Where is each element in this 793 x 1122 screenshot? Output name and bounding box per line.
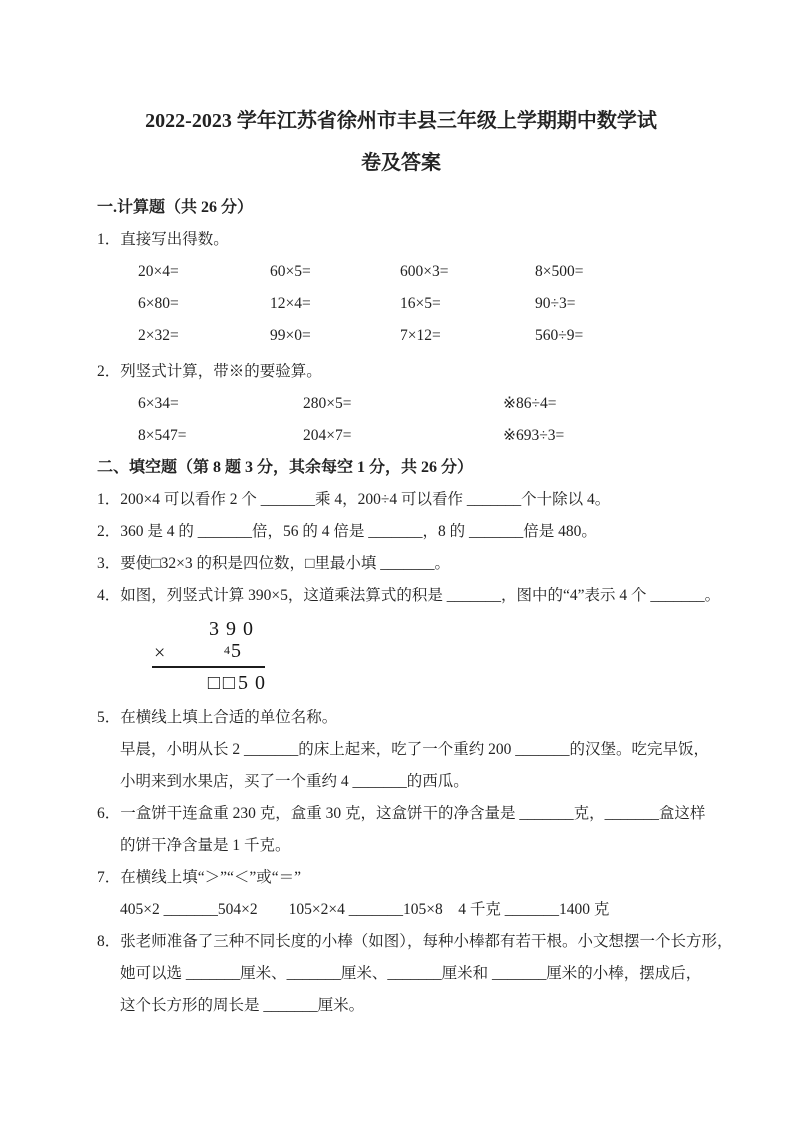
multiplier-value [224, 640, 265, 665]
fill-question-8-line-1: 8．张老师准备了三种不同长度的小棒（如图），每种小棒都有若干根。小文想摆一个长方形， [97, 933, 733, 950]
calc-expression: 204×7= [303, 427, 352, 444]
multiplication-figure [152, 616, 272, 696]
question-1-label: 1．直接写出得数。 [97, 231, 229, 248]
fill-question-5-line-2: 小明来到水果店，买了一个重约 4 _______的西瓜。 [120, 773, 469, 790]
calc-expression: 12×4= [270, 295, 311, 312]
calc-expression: 8×547= [138, 427, 187, 444]
multiplier-digit: 5 [231, 640, 241, 662]
section-1-heading: 一.计算题（共 26 分） [97, 199, 254, 216]
fill-question-6-line-1: 6．一盒饼干连盒重 230 克，盒重 30 克，这盒饼干的净含量是 _______克，_______盒这样 [97, 805, 706, 822]
calc-expression: 2×32= [138, 327, 179, 344]
title-line-2: 卷及答案 [361, 152, 441, 174]
calc-expression: ※693÷3= [503, 427, 565, 444]
fill-question-3: 3．要使□32×3 的积是四位数，□里最小填 _______。 [97, 555, 450, 572]
product-digits: 50 [238, 672, 272, 694]
calc-expression: 20×4= [138, 263, 179, 280]
document-title [97, 100, 705, 184]
fill-question-6-line-2: 的饼干净含量是 1 千克。 [120, 837, 291, 854]
calc-expression: 600×3= [400, 263, 449, 280]
fill-question-2: 2．360 是 4 的 _______倍，56 的 4 倍是 _______，8 的 _______倍是 480。 [97, 523, 597, 540]
title-line-1: 2022-2023 学年江苏省徐州市丰县三年级上学期期中数学试 [145, 110, 657, 132]
section-2-heading: 二、填空题（第 8 题 3 分，其余每空 1 分，共 26 分） [97, 459, 474, 476]
calc-expression: 6×34= [138, 395, 179, 412]
multiplicand-row [152, 616, 265, 642]
calc-expression: ※86÷4= [503, 395, 557, 412]
fill-question-7-label: 7．在横线上填“＞”“＜”或“＝” [97, 869, 302, 886]
carry-digit: 4 [224, 643, 230, 657]
calc-expression: 99×0= [270, 327, 311, 344]
calc-grid-q1 [97, 256, 705, 352]
multiplier-row [152, 642, 265, 668]
product-boxes: □□ [207, 672, 238, 694]
question-2-label: 2．列竖式计算，带※的要验算。 [97, 363, 322, 380]
calc-expression: 560÷9= [535, 327, 584, 344]
product-row [152, 670, 272, 696]
fill-question-7-line-1: 405×2 _______504×2 105×2×4 _______105×8 4 千克 _______1400 克 [120, 901, 610, 918]
calc-expression: 280×5= [303, 395, 352, 412]
fill-question-5-label: 5．在横线上填上合适的单位名称。 [97, 709, 338, 726]
fill-question-8-line-3: 这个长方形的周长是 _______厘米。 [120, 997, 365, 1014]
calc-expression: 6×80= [138, 295, 179, 312]
fill-question-8-line-2: 她可以选 _______厘米、_______厘米、_______厘米和 _______厘米的小棒，摆成后， [120, 965, 702, 982]
multiply-sign: × [154, 642, 166, 664]
calc-expression: 16×5= [400, 295, 441, 312]
calc-expression: 90÷3= [535, 295, 576, 312]
calc-expression: 7×12= [400, 327, 441, 344]
calc-grid-q2 [97, 388, 705, 452]
fill-question-4: 4．如图，列竖式计算 390×5，这道乘法算式的积是 _______，图中的“4”表示 4 个 _______。 [97, 587, 721, 604]
calc-expression: 8×500= [535, 263, 584, 280]
multiplicand: 390 [209, 618, 260, 640]
calc-expression: 60×5= [270, 263, 311, 280]
fill-question-5-line-1: 早晨，小明从长 2 _______的床上起来，吃了一个重约 200 _______的汉堡。吃完早饭， [120, 741, 710, 758]
fill-question-1: 1．200×4 可以看作 2 个 _______乘 4，200÷4 可以看作 _______个十除以 4。 [97, 491, 611, 508]
